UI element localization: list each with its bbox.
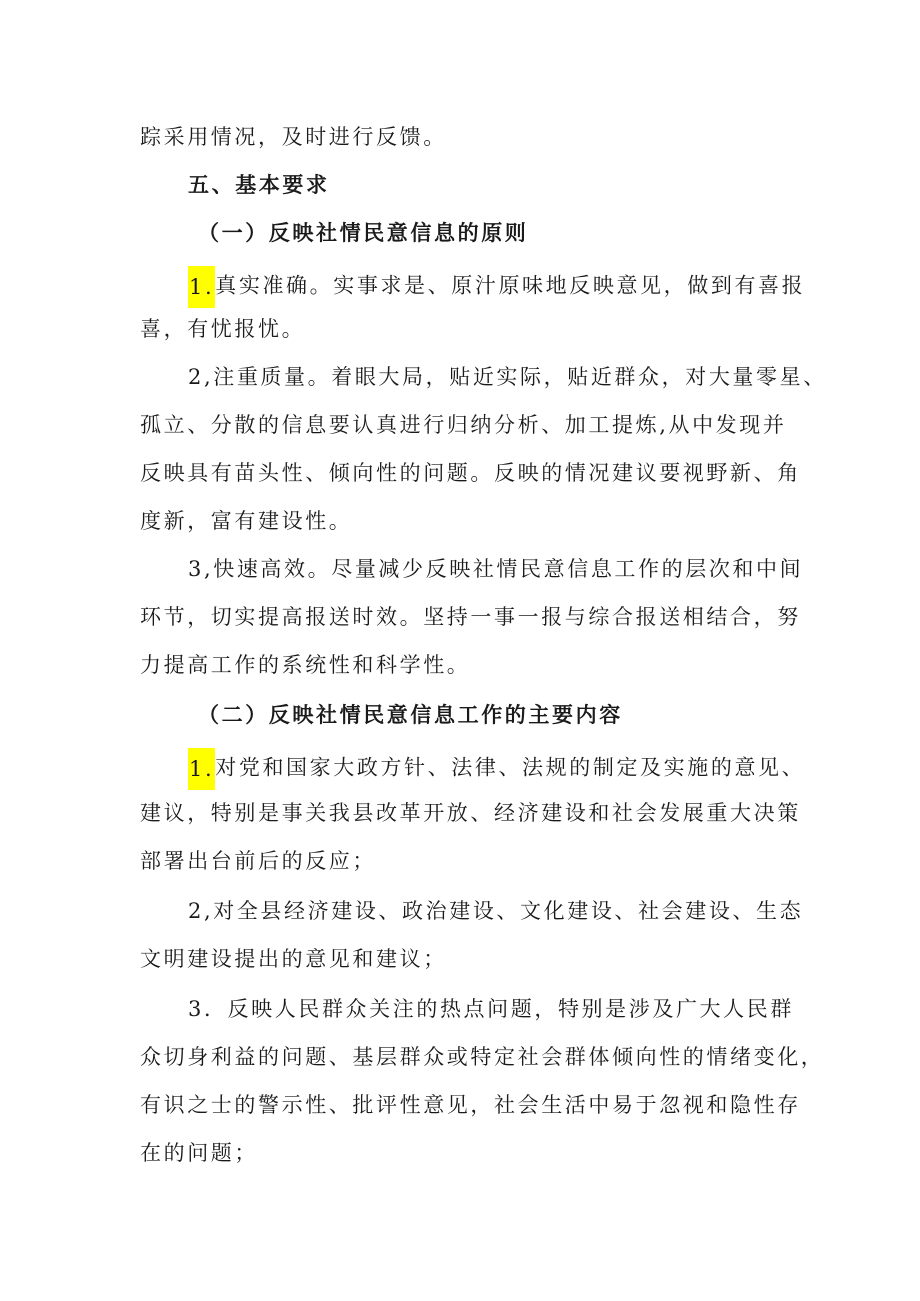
paragraph-line: 2,注重质量。着眼大局，贴近实际，贴近群众，对大量零星、 (188, 365, 827, 389)
paragraph-line: 力提高工作的系统性和科学性。 (140, 653, 471, 677)
paragraph-line: 有识之士的警示性、批评性意见，社会生活中易于忽视和隐性存 (140, 1093, 801, 1117)
paragraph-line: 孤立、分散的信息要认真进行归纳分析、加工提炼,从中发现并 (140, 413, 787, 437)
subsection-heading: （二）反映社情民意信息工作的主要内容 (198, 703, 623, 727)
list-item-text: 真实准确。实事求是、原汁原味地反映意见，做到有喜报 (215, 273, 806, 298)
highlighted-number: 1. (188, 748, 215, 790)
paragraph-line: 度新，富有建设性。 (140, 509, 353, 533)
paragraph-line: 在的问题； (140, 1141, 258, 1165)
subsection-heading: （一）反映社情民意信息的原则 (198, 221, 529, 245)
highlighted-number: 1. (188, 266, 215, 308)
paragraph-line: 环节，切实提高报送时效。坚持一事一报与综合报送相结合，努 (140, 605, 801, 629)
list-item-first-line (188, 748, 848, 790)
paragraph-line: 踪采用情况，及时进行反馈。 (140, 125, 447, 149)
list-item-first-line (188, 266, 848, 308)
paragraph-line: 3,快速高效。尽量减少反映社情民意信息工作的层次和中间 (188, 557, 804, 581)
paragraph-line: 2,对全县经济建设、政治建设、文化建设、社会建设、生态 (188, 899, 804, 923)
paragraph-line: 喜，有忧报忧。 (140, 317, 306, 341)
paragraph-line: 文明建设提出的意见和建议； (140, 947, 447, 971)
section-heading: 五、基本要求 (188, 173, 330, 197)
paragraph-line: 建议，特别是事关我县改革开放、经济建设和社会发展重大决策 (140, 801, 801, 825)
list-item-text: 对党和国家大政方针、法律、法规的制定及实施的意见、 (215, 755, 806, 780)
paragraph-line: 部署出台前后的反应； (140, 849, 376, 873)
paragraph-line: 反映具有苗头性、倾向性的问题。反映的情况建议要视野新、角 (140, 461, 801, 485)
paragraph-line: 3．反映人民群众关注的热点问题，特别是涉及广大人民群 (188, 997, 794, 1021)
paragraph-line: 众切身利益的问题、基层群众或特定社会群体倾向性的情绪变化， (140, 1045, 825, 1069)
